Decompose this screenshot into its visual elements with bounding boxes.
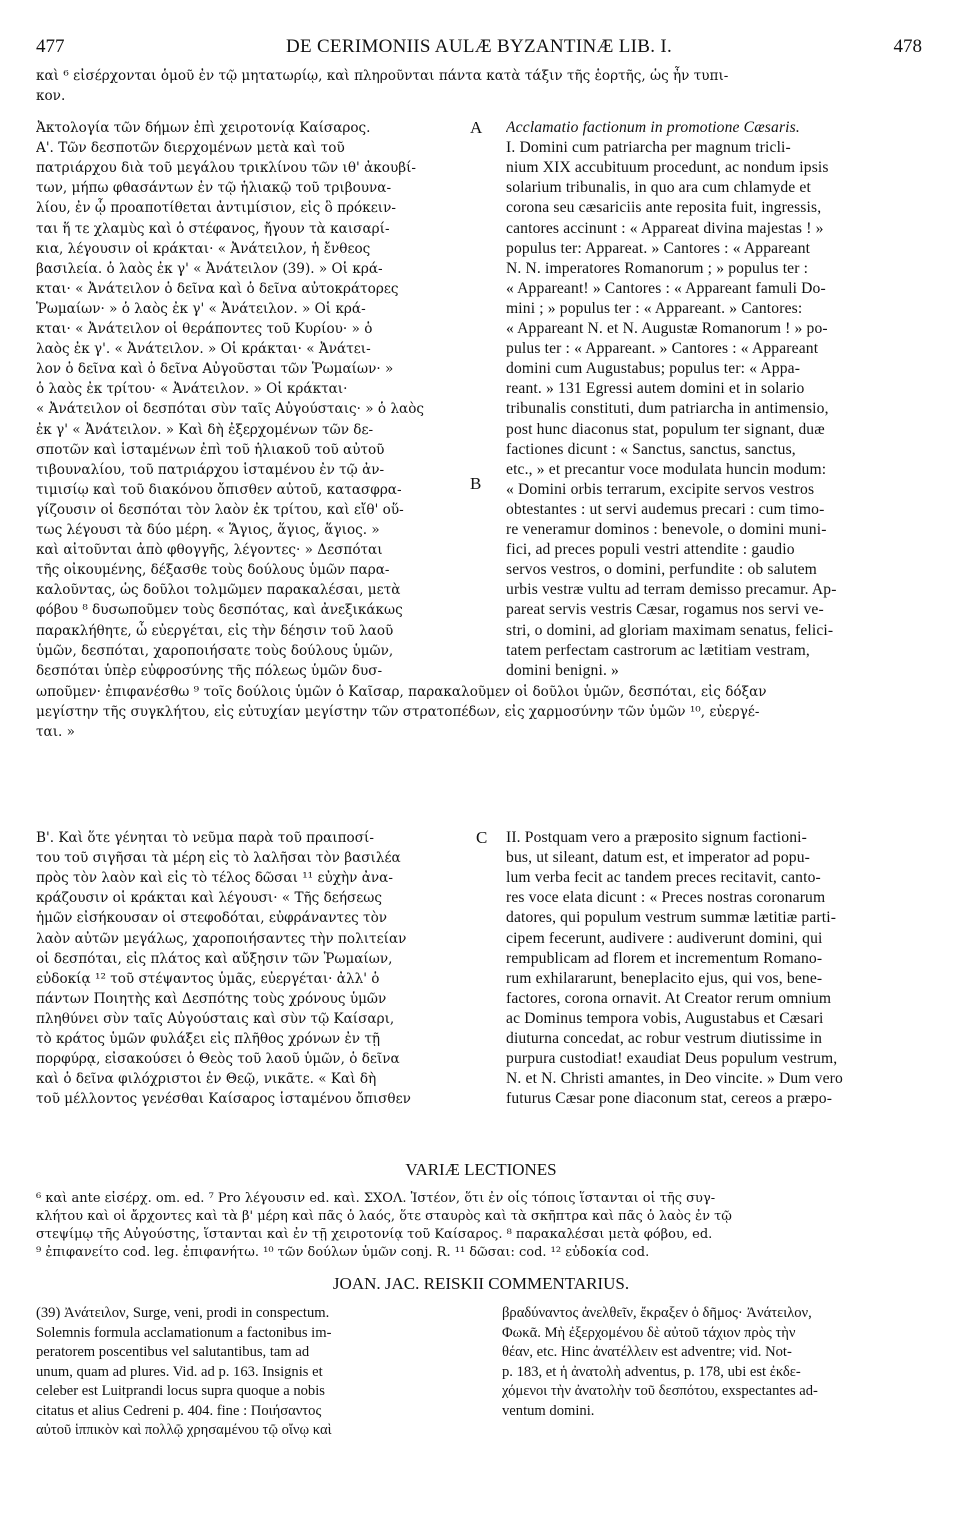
- greek-line: κια, λέγουσιν οἱ κράκται· « Ἀνάτειλον, ἡ ἔνθεος: [36, 240, 371, 257]
- margin-mark-a: A: [470, 118, 483, 137]
- latin-line: rum exhilararunt, beneplacito ejus, qui vos, bene-: [506, 969, 823, 987]
- greek-line: πρὸς τὸν λαὸν καὶ εἰς τὸ τέλος δῶσαι ¹¹ εὐχὴν ἀνα-: [36, 870, 393, 887]
- greek-line: βασιλεία. ὁ λαὸς ἐκ γ' « Ἀνάτειλον (39). » Οἱ κρά-: [36, 260, 383, 277]
- commentary-line: p. 183, et ἡ ἀνατολὴ adventus, p. 178, ubi est ἐκδε-: [502, 1363, 801, 1380]
- greek-line: τὸ κράτος ὑμῶν φυλάξει εἰς πλῆθος χρόνων ἐν τῇ: [36, 1031, 381, 1047]
- latin-line: tribunalis constituti, dum patriarcha in antimensio,: [506, 400, 829, 418]
- running-header: [36, 36, 922, 60]
- latin-line: pareat servis vestris Cæsar, rogamus nos servi ve-: [506, 601, 824, 619]
- latin-line: cantores accinunt : « Appareat divina majestas ! »: [506, 219, 824, 237]
- variae-lectiones-title: VARIÆ LECTIONES: [405, 1160, 557, 1179]
- commentary-line: χόμενοι τὴν ἀνατολὴν τοῦ δεσπότου, exspectantes ad-: [502, 1383, 818, 1399]
- latin-line: post hunc diaconus stat, populum ter signant, duæ: [506, 420, 825, 438]
- greek-line: οἱ δεσπόται, εἰς πλάτος καὶ αὔξησιν τῶν Ῥωμαίων,: [36, 950, 393, 967]
- latin-line: « Appareant! » Cantores : « Appareant famuli Do-: [506, 279, 826, 297]
- latin-line: pulus ter : « Appareant. » Cantores : « Appareant: [506, 340, 819, 358]
- commentary-line: αὐτοῦ ἱππικὸν καὶ πολλῷ χρησαμένου τῷ οἴνῳ καὶ: [36, 1422, 332, 1438]
- variant-note-line: ⁹ ἐπιφανείτο cod. leg. ἐπιφανήτω. ¹⁰ τῶν δούλων ὑμῶν conj. R. ¹¹ δῶσαι: cod. ¹² εὐδοκία cod.: [36, 1245, 650, 1260]
- greek-line: τῆς οἰκουμένης, δέξασθε τοὺς δούλους ὑμῶν παρα-: [36, 562, 390, 579]
- latin-line: fici, ad preces populi vestri attendite : gaudio: [506, 541, 795, 559]
- commentary-line: θέαν, etc. Hinc ἀνατέλλειν est adventre; vid. Not-: [502, 1344, 792, 1360]
- latin-line: bus, ut sileant, datum est, et imperator ad popu-: [506, 849, 810, 867]
- latin-line: rempublicam ad florem et incrementum Romano-: [506, 949, 823, 967]
- greek-line: εὐδοκίᾳ ¹² τοῦ στέψαντος ὑμᾶς, εὐεργέται· ἀλλ' ὁ: [36, 970, 380, 987]
- commentary-line: ventum domini.: [502, 1402, 595, 1419]
- greek-line: « Ἀνάτειλον οἱ δεσπόται σὺν ταῖς Αὐγούσταις· » ὁ λαὸς: [36, 401, 425, 418]
- greek-line: παρακλήθητε, ὦ εὐεργέται, εἰς τὴν δέησιν τοῦ λαοῦ: [36, 622, 394, 639]
- greek-line: γίζουσιν οἱ δεσπόται τὸν λαὸν ἐκ τρίτου, καὶ εἴθ' οὕ-: [36, 501, 404, 518]
- greek-line: λον ὁ δεῖνα καὶ ὁ δεῖνα Αὐγοῦσται τῶν Ῥωμαίων· »: [36, 361, 394, 378]
- greek-line: ται ἥ τε χλαμὺς καὶ ὁ στέφανος, ἤγουν τὰ καισαρί-: [36, 220, 390, 237]
- text-line: κον.: [36, 88, 66, 104]
- greek-line: τιμισίῳ καὶ τοῦ διακόνου ὄπισθεν αὐτοῦ, κατασφρα-: [36, 481, 402, 498]
- latin-line: solarium tribunalis, in quo ara cum chlamyde et: [506, 179, 811, 197]
- greek-line: Α'. Τῶν δεσποτῶν διερχομένων μετὰ καὶ τοῦ: [36, 140, 345, 157]
- greek-line: τοῦ μέλλοντος γενέσθαι Καίσαρος ἱσταμένου ὄπισθεν: [36, 1091, 411, 1108]
- greek-line: πορφύρᾳ, εἰσακούσει ὁ Θεὸς τοῦ λαοῦ ὑμῶν, ὁ δεῖνα: [36, 1051, 400, 1068]
- latin-line: N. et N. Christi amantes, in Deo vincite. » Dum vero: [506, 1070, 843, 1088]
- greek-line: τιβουναλίου, τοῦ πατριάρχου ἱσταμένου ἐν τῷ ἀν-: [36, 461, 385, 478]
- greek-line: κται· « Ἀνάτειλον οἱ θεράποντες τοῦ Κυρίου· » ὁ: [36, 321, 373, 337]
- latin-line: factiones dicunt : « Sanctus, sanctus, sanctus,: [506, 440, 796, 458]
- commentary-line: peratorem poscentibus vel salutantibus, tam ad: [36, 1344, 310, 1360]
- greek-line: λίου, ἐν ᾧ προαποτίθεται ἀντιμίσιον, εἰς ὃ πρόκειν-: [36, 200, 396, 217]
- latin-line: nium XIX accubituum procedunt, ac nondum ipsis: [506, 159, 829, 177]
- latin-line: reant. » 131 Egressi autem domini et in solario: [506, 380, 805, 398]
- latin-line: etc., » et precantur voce modulata huncin modum:: [506, 460, 827, 478]
- greek-line: ὑμῶν, δεσπόται, χαροποιήσατε τοὺς δούλους ὑμῶν,: [36, 642, 394, 659]
- greek-line: του τοῦ σιγῆσαι τὰ μέρη εἰς τὸ λαλῆσαι τὸν βασιλέα: [36, 850, 401, 867]
- commentary-line: (39) Ἀνάτειλον, Surge, veni, prodi in conspectum.: [36, 1305, 330, 1321]
- greek-line: λαὸς ἐκ γ'. « Ἀνάτειλον. » Οἱ κράκται· « Ἀνάτει-: [36, 341, 371, 358]
- commentary-line: unum, quam ad plures. Vid. ad p. 163. Insignis et: [36, 1363, 323, 1380]
- greek-line: κται· « Ἀνάτειλον ὁ δεῖνα καὶ ὁ δεῖνα αὐτοκράτορες: [36, 280, 399, 297]
- greek-line: σποτῶν καὶ ἱσταμένων ἐπὶ τοῦ ἡλιακοῦ τοῦ αὐτοῦ: [36, 441, 385, 458]
- greek-line: Ἀκτολογία τῶν δήμων ἐπὶ χειροτονίᾳ Καίσαρος.: [36, 120, 371, 136]
- latin-line: urbis vestræ vultu ad terram demisso precamur. Ap-: [506, 581, 837, 599]
- greek-line: ἡμῶν εἰσήκουσαν οἱ στεφοδόται, εὐφράναντες τὸν: [36, 910, 388, 927]
- greek-line: φόβου ⁸ δυσωποῦμεν τοὺς δεσπότας, καὶ ἀνεξικάκως: [36, 602, 403, 619]
- commentary-line: celeber est Luitprandi locus supra quoque a nobis: [36, 1383, 325, 1399]
- latin-line: populus ter: Appareat. » Cantores : « Appareant: [506, 239, 811, 257]
- latin-line: mini ; » populus ter : « Appareant. » Cantores:: [506, 299, 803, 317]
- greek-line: τως λέγουσι τὰ δύο μέρη. « Ἅγιος, ἅγιος, ἅγιος. »: [36, 522, 380, 538]
- latin-line: I. Domini cum patriarcha per magnum tricli-: [506, 139, 791, 157]
- latin-line: diuturna concedat, ac robur vestrum diutissime in: [506, 1030, 823, 1047]
- latin-line: corona seu cæsariciis ante reposita fuit, ingressis,: [506, 199, 822, 217]
- variant-note-line: στεψίμῳ τῆς Αὐγούστης, ἵστανται καὶ ἐν τῇ χειροτονίᾳ τοῦ Καίσαρος. ⁸ παρακαλέσαι μετὰ φόβου, ed.: [36, 1227, 713, 1242]
- margin-mark-c: C: [476, 828, 488, 847]
- latin-line: domini cum Augustabus; populus ter: « Appa-: [506, 360, 801, 378]
- greek-line: κράζουσιν οἱ κράκται καὶ λέγουσι· « Τῆς δεήσεως: [36, 890, 383, 907]
- greek-line: ἐκ γ' « Ἀνάτειλον. » Καὶ δὴ ἐξερχομένων τῶν δε-: [36, 421, 374, 438]
- greek-line: μεγίστην τῆς συγκλήτου, εἰς εὐτυχίαν μεγίστην τῶν στρατοπέδων, εἰς χαρμοσύνην τῶν ὑμῶν ¹⁰, εὐεργέ-: [36, 704, 760, 720]
- greek-line: των, μήπω φθασάντων ἐν τῷ ἡλιακῷ τοῦ τριβουνα-: [36, 180, 392, 197]
- commentary-line: βραδύναντος ἀνελθεῖν, ἔκραξεν ὁ δῆμος· Ἀνάτειλον,: [502, 1305, 812, 1321]
- latin-line: tatem perfectam castrorum ac lætitiam vestram,: [506, 641, 810, 659]
- latin-line: datores, qui populum vestrum summæ lætitiæ parti-: [506, 909, 837, 927]
- latin-line: cipem fecerunt, audivere : audiverunt domini, qui: [506, 929, 823, 947]
- latin-line: re veneramur dominos : benevole, o domini muni-: [506, 521, 827, 538]
- commentary-line: citatus et alius Cedreni p. 404. fine : Ποιήσαντος: [36, 1402, 322, 1419]
- variant-note-line: ⁶ καὶ ante εἰσέρχ. om. ed. ⁷ Pro λέγουσιν ed. καὶ. ΣΧΟΛ. Ἰστέον, ὅτι ἐν οἷς τόποις ἵστανται οἱ τῆς συγ-: [36, 1191, 716, 1206]
- latin-line: ac Dominus tempora vobis, Augustabus et Cæsari: [506, 1009, 824, 1027]
- commentary-title: JOAN. JAC. REISKII COMMENTARIUS.: [332, 1274, 630, 1293]
- latin-line: res voce elata dicunt : « Preces nostras coronarum: [506, 889, 826, 907]
- latin-line: purpura custodiat! exaudiat Deus populum vestrum,: [506, 1050, 838, 1068]
- latin-line: domini benigni. »: [506, 661, 620, 679]
- commentary-line: Φωκᾶ. Μὴ ἐξερχομένου δὲ αὐτοῦ τάχιον πρὸς τὴν: [502, 1324, 796, 1341]
- greek-line: καὶ αἰτοῦνται ἀπὸ φθογγῆς, λέγοντες· » Δεσπόται: [36, 542, 383, 559]
- latin-line: futurus Cæsar pone diaconum stat, cereos a præpo-: [506, 1090, 833, 1108]
- variant-note-line: κλήτου καὶ οἱ ἄρχοντες καὶ τὰ β' μέρη καὶ πᾶς ὁ λαός, ὅτε σταυρὸς καὶ τὰ σκῆπτρα καὶ πᾶς ὁ λαὸς ἐν τῷ: [36, 1209, 732, 1224]
- latin-line: N. N. imperatores Romanorum ; » populus ter :: [506, 259, 809, 277]
- greek-line: πληθύνει σὺν ταῖς Αὐγούσταις καὶ σὺν τῷ Καίσαρι,: [36, 1010, 395, 1027]
- greek-line: δεσπόται ὑπὲρ εὐφροσύνης τῆς πόλεως ὑμῶν δυσ-: [36, 662, 383, 679]
- margin-mark-b: B: [470, 474, 482, 493]
- latin-line: stri, o domini, ad gloriam maximam senatus, felici-: [506, 621, 834, 639]
- greek-line: καλοῦντας, ὡς δοῦλοι τολμῶμεν παρακαλέσαι, μετὰ: [36, 582, 401, 599]
- latin-line: II. Postquam vero a præposito signum factioni-: [506, 829, 807, 846]
- latin-line: « Appareant N. et N. Augustæ Romanorum ! » po-: [506, 320, 828, 337]
- latin-line: obtestantes : ut servi audemus precari : cum timo-: [506, 500, 825, 518]
- latin-line: « Domini orbis terrarum, excipite servos vestros: [506, 480, 815, 498]
- greek-line: καὶ ὁ δεῖνα φιλόχριστοι ἐν Θεῷ, νικᾶτε. « Καὶ δὴ: [36, 1071, 377, 1088]
- greek-line: λαὸν αὐτῶν μεγάλως, χαροποιήσαντες τὴν πολιτείαν: [36, 930, 407, 947]
- greek-line: Ῥωμαίων· » ὁ λαὸς ἐκ γ' « Ἀνάτειλον. » Οἱ κρά-: [36, 300, 366, 317]
- latin-line: factores, corona ornavit. At Creator rerum omnium: [506, 989, 832, 1007]
- greek-line: ὁ λαὸς ἐκ τρίτου· « Ἀνάτειλον. » Οἱ κράκται·: [36, 381, 348, 398]
- greek-line: Β'. Καὶ ὅτε γένηται τὸ νεῦμα παρὰ τοῦ πραιποσί-: [36, 830, 374, 846]
- greek-line: πάντων Ποιητὴς καὶ Δεσπότης τοὺς χρόνους ὑμῶν: [36, 990, 387, 1007]
- running-title: DE CERIMONIIS AULÆ BYZANTINÆ LIB. I.: [285, 36, 673, 57]
- commentary-line: Solemnis formula acclamationum a factonibus im-: [36, 1324, 332, 1341]
- page-number-left: 477: [36, 36, 65, 57]
- latin-line: lum verba fecit ac tandem preces recitavit, canto-: [506, 869, 821, 887]
- page-number-right: 478: [893, 36, 922, 57]
- text-line: καὶ ⁶ εἰσέρχονται ὁμοῦ ἐν τῷ μητατωρίῳ, καὶ πληροῦνται πάντα κατὰ τάξιν τῆς ἑορτῆς, ὡς ἦν τυπι-: [36, 68, 729, 84]
- latin-line: Acclamatio factionum in promotione Cæsaris.: [506, 119, 800, 136]
- greek-line: ωποῦμεν· ἐπιφανέσθω ⁹ τοῖς δούλοις ὑμῶν ὁ Καῖσαρ, παρακαλοῦμεν οἱ δοῦλοι ὑμῶν, δεσπόται, εἰς δόξαν: [36, 684, 767, 700]
- latin-line: servos vestros, o domini, perfundite : ob salutem: [506, 561, 817, 579]
- greek-line: πατριάρχου διὰ τοῦ μεγάλου τρικλίνου τῶν ιθ' ἀκουβί-: [36, 160, 416, 177]
- greek-line: ται. »: [36, 724, 75, 740]
